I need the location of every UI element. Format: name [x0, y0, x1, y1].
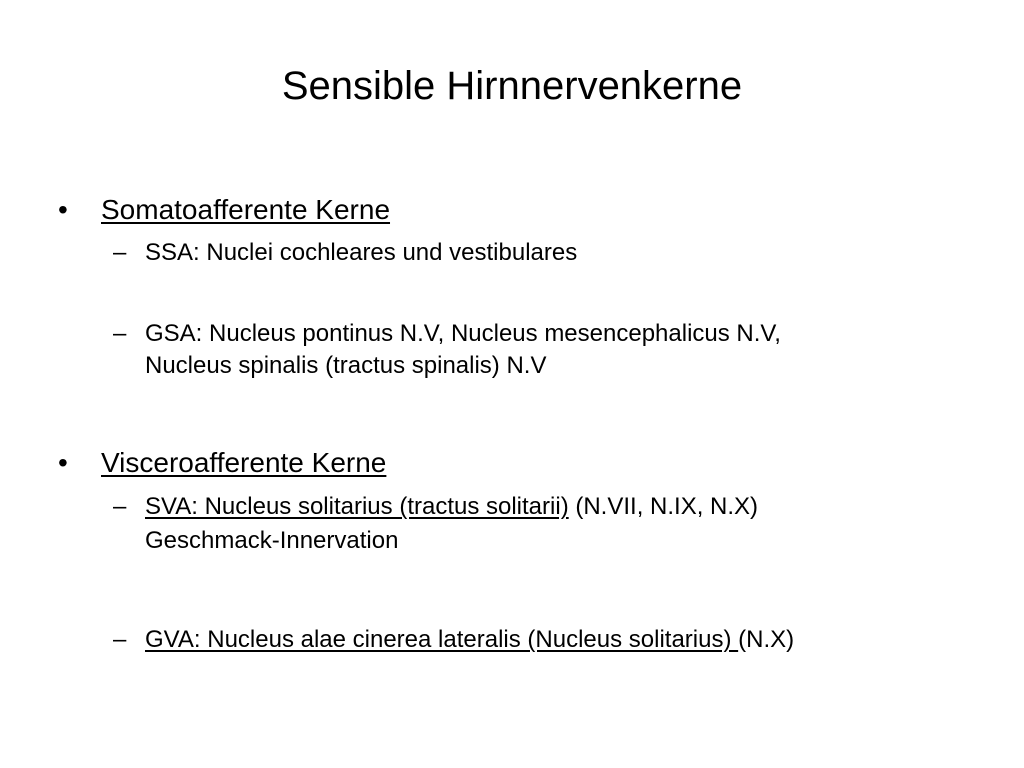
dash-marker: – — [113, 626, 127, 653]
list-item-text: Geschmack-Innervation — [145, 527, 399, 554]
dash-marker: – — [113, 320, 127, 347]
dash-marker: – — [113, 493, 127, 520]
list-item-text — [145, 624, 794, 656]
item-suffix: (N.X) — [738, 626, 795, 653]
section-heading: Visceroafferente Kerne — [101, 447, 387, 478]
list-item-text: GSA: Nucleus pontinus N.V, Nucleus mesencephalicus N.V, — [145, 320, 781, 347]
slide-title: Sensible Hirnnervenkerne — [281, 64, 743, 108]
dash-marker: – — [113, 239, 127, 266]
underlined-term: GVA: Nucleus alae cinerea lateralis (Nucleus solitarius) — [145, 626, 739, 653]
item-suffix: (N.VII, N.IX, N.X) — [568, 493, 759, 520]
section-heading: Somatoafferente Kerne — [101, 194, 391, 225]
list-item-text: Nucleus spinalis (tractus spinalis) N.V — [145, 352, 547, 379]
list-item-text — [145, 491, 758, 523]
underlined-term: SVA: Nucleus solitarius (tractus solitarii) — [145, 493, 569, 520]
bullet-marker: • — [58, 194, 68, 225]
bullet-marker: • — [58, 447, 68, 478]
list-item-text: SSA: Nuclei cochleares und vestibulares — [145, 239, 578, 266]
